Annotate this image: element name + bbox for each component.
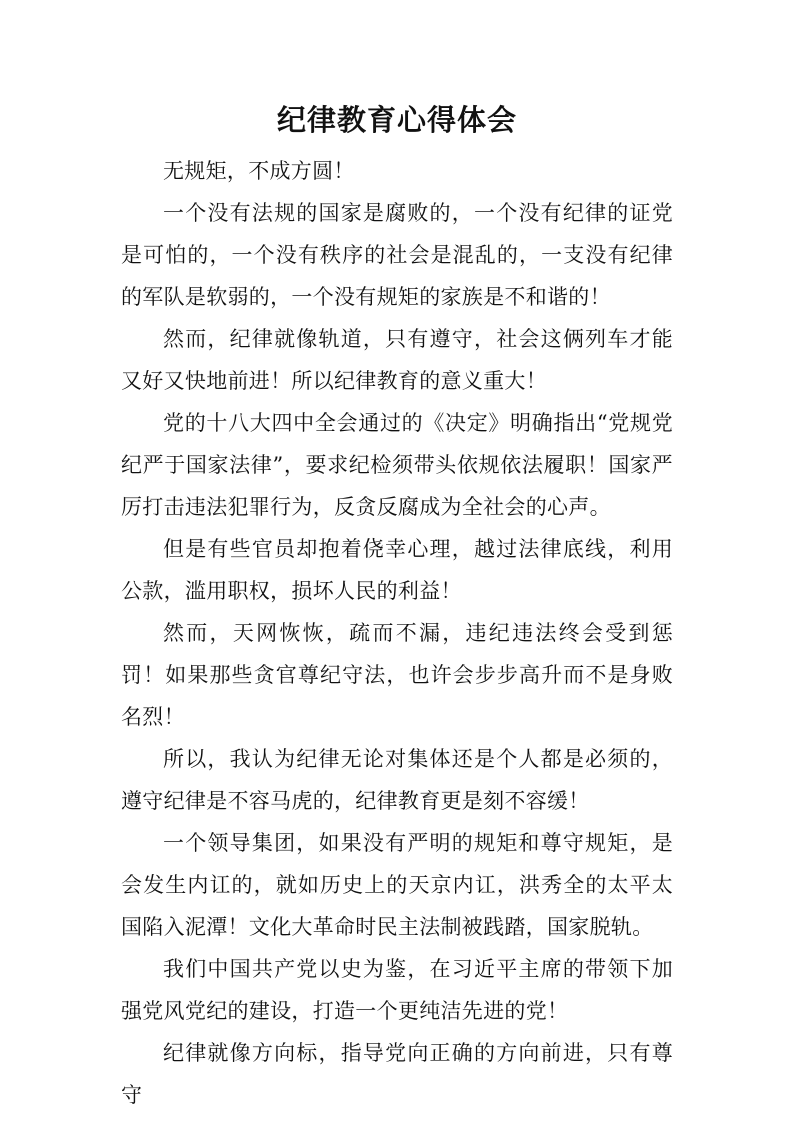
paragraph: 所以，我认为纪律无论对集体还是个人都是必须的，遵守纪律是不容马虎的，纪律教育更是刻不容缓！ — [121, 747, 673, 813]
paragraph: 党的十八大四中全会通过的《决定》明确指出“党规党纪严于国家法律”，要求纪检须带头依规依法履职！国家严厉打击违法犯罪行为，反贪反腐成为全社会的心声。 — [121, 411, 673, 519]
paragraph: 一个领导集团，如果没有严明的规矩和尊守规矩，是会发生内讧的，就如历史上的天京内讧，洪秀全的太平太国陷入泥潭！文化大革命时民主法制被践踏，国家脱轨。 — [121, 831, 673, 939]
paragraph: 然而，天网恢恢，疏而不漏，违纪违法终会受到惩罚！如果那些贪官尊纪守法，也许会步步高升而不是身败名烈！ — [121, 621, 673, 729]
paragraph: 无规矩，不成方圆！ — [163, 159, 355, 183]
paragraph: 一个没有法规的国家是腐败的，一个没有纪律的证党是可怕的，一个没有秩序的社会是混乱的，一支没有纪律的军队是软弱的，一个没有规矩的家族是不和谐的！ — [121, 201, 673, 309]
paragraph: 我们中国共产党以史为鉴，在习近平主席的带领下加强党风党纪的建设，打造一个更纯洁先进的党！ — [121, 957, 673, 1023]
paragraph: 但是有些官员却抱着侥幸心理，越过法律底线，利用公款，滥用职权，损坏人民的利益！ — [121, 537, 673, 603]
paragraph: 然而，纪律就像轨道，只有遵守，社会这俩列车才能又好又快地前进！所以纪律教育的意义重大！ — [121, 327, 673, 393]
document-body — [121, 150, 673, 1116]
paragraph: 纪律就像方向标，指导党向正确的方向前进，只有尊守 — [121, 1041, 673, 1107]
document-title: 纪律教育心得体会 — [276, 103, 517, 137]
